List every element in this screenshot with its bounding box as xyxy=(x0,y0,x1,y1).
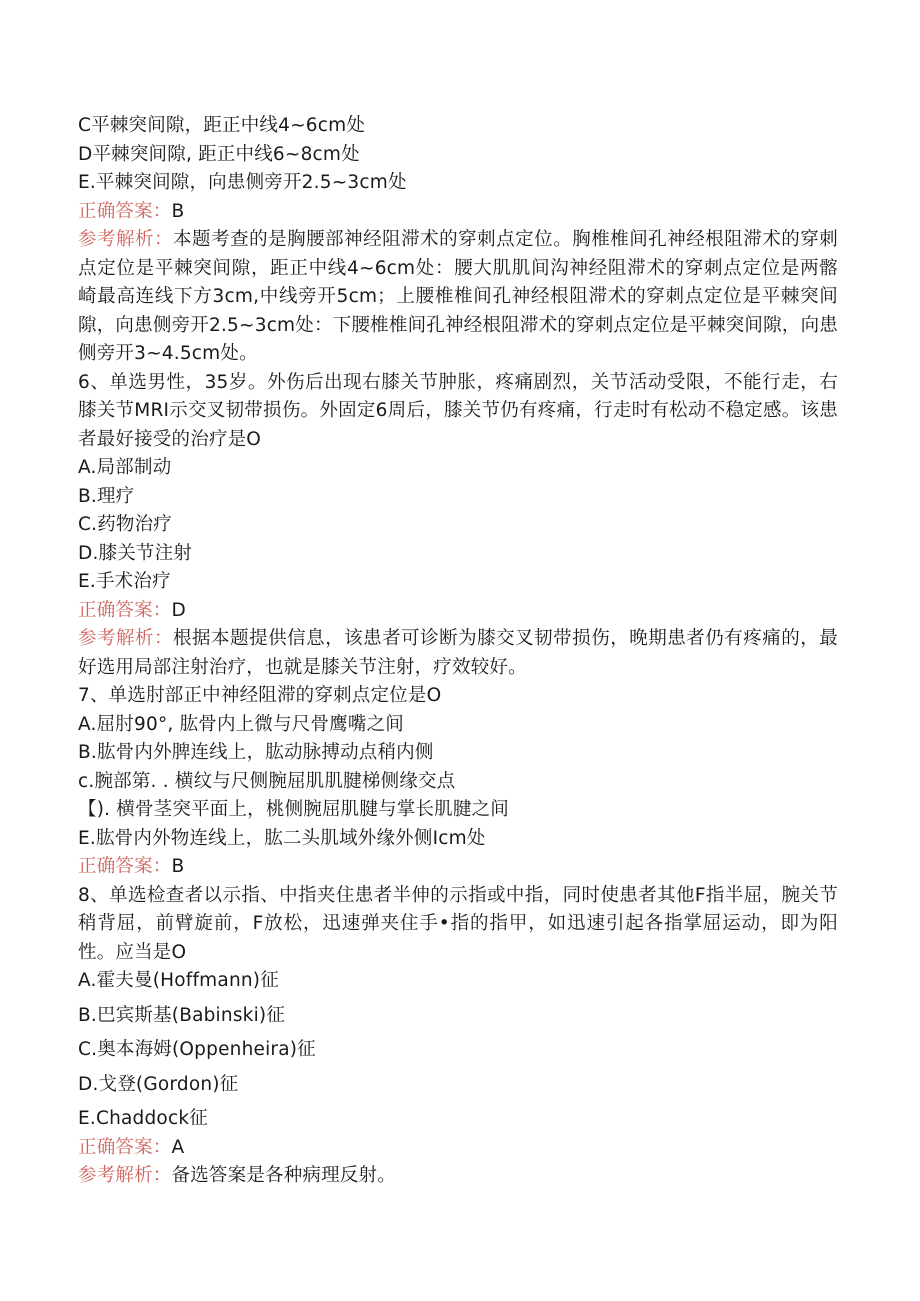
question-8-block xyxy=(78,882,838,1191)
option-b: B.肱骨内外脾连线上，肱动脉搏动点稍内侧 xyxy=(78,742,434,763)
analysis xyxy=(78,1162,838,1191)
option-a: A.局部制动 xyxy=(78,457,172,478)
option-c: C平棘突间隙，距正中线4~6cm处 xyxy=(78,115,366,136)
answer-value: A xyxy=(171,1136,185,1158)
option-b: B.巴宾斯基(Babinski)征 xyxy=(78,1004,286,1026)
option-d: D.戈登(Gordon)征 xyxy=(78,1073,239,1095)
correct-answer xyxy=(78,597,838,626)
option-e: E.手术治疗 xyxy=(78,571,171,592)
option-a: A.霍夫曼(Hoffmann)征 xyxy=(78,970,279,991)
question-stem: 7、单选肘部正中神经阻滞的穿刺点定位是O xyxy=(78,685,442,706)
analysis-text: 备选答案是各种病理反射。 xyxy=(171,1165,396,1186)
document-page xyxy=(78,112,838,1191)
option-b: B.理疗 xyxy=(78,485,135,507)
option-e: E.Chaddock征 xyxy=(78,1108,208,1129)
analysis xyxy=(78,625,838,682)
analysis-label: 参考解析： xyxy=(78,229,174,250)
analysis-text: 根据本题提供信息，该患者可诊断为膝交叉韧带损伤，晚期患者仍有疼痛的，最好选用局部注射治疗，也就是膝关节注射，疗效较好。 xyxy=(78,628,838,678)
answer-value: B xyxy=(171,856,185,877)
answer-label: 正确答案： xyxy=(78,200,172,222)
option-a: A.屈肘90°, 肱骨内上微与尺骨鹰嘴之间 xyxy=(78,713,404,735)
option-d: D.膝关节注射 xyxy=(78,542,193,564)
question-5-block xyxy=(78,112,838,369)
answer-value: B xyxy=(171,200,185,222)
question-stem: 8、单选检查者以示指、中指夹住患者半伸的示指或中指，同时使患者其他F指半屈，腕关节稍背屈，前臂旋前，F放松，迅速弹夹住手•指的指甲，如迅速引起各指掌屈运动，即为阳性。应当是O xyxy=(78,884,838,963)
question-6-block xyxy=(78,369,838,683)
option-d: 【). 横骨茎突平面上，桃侧腕屈肌腱与掌长肌腱之间 xyxy=(78,799,509,820)
analysis-label: 参考解析： xyxy=(78,628,174,649)
answer-label: 正确答案： xyxy=(78,599,172,621)
option-c: c.腕部第. . 横纹与尺侧腕屈肌肌腱梯侧缘交点 xyxy=(78,770,456,792)
question-7-block xyxy=(78,682,838,882)
analysis-text: 本题考查的是胸腰部神经阻滞术的穿刺点定位。胸椎椎间孔神经根阻滞术的穿刺点定位是平棘突间隙，距正中线4~6cm处：腰大肌肌间沟神经阻滞术的穿刺点定位是两髂崎最高连线下方3cm,中线旁开5cm；上腰椎椎间孔神经根阻滞术的穿刺点定位是平棘突间隙，向患侧旁开2.5~3cm处：下腰椎椎间孔神经根阻滞术的穿刺点定位是平棘突间隙，向患侧旁开3~4.5cm处。 xyxy=(78,229,838,364)
answer-label: 正确答案： xyxy=(78,856,172,877)
analysis xyxy=(78,226,838,369)
option-c: C.药物治疗 xyxy=(78,514,172,535)
correct-answer xyxy=(78,198,838,227)
answer-label: 正确答案： xyxy=(78,1136,172,1158)
option-e: E.平棘突间隙，向患侧旁开2.5~3cm处 xyxy=(78,172,407,193)
correct-answer xyxy=(78,853,838,882)
question-stem: 6、单选男性，35岁。外伤后出现右膝关节肿胀，疼痛剧烈，关节活动受限，不能行走，右膝关节MRI示交叉韧带损伤。外固定6周后，膝关节仍有疼痛，行走时有松动不稳定感。该患者最好接受的治疗是O xyxy=(78,371,838,450)
answer-value: D xyxy=(171,599,186,621)
option-e: E.肱骨内外物连线上，肱二头肌域外缘外侧Icm处 xyxy=(78,827,486,849)
correct-answer xyxy=(78,1134,838,1163)
option-c: C.奥本海姆(Oppenheira)征 xyxy=(78,1039,316,1060)
analysis-label: 参考解析： xyxy=(78,1165,172,1186)
option-d: D平棘突间隙, 距正中线6~8cm处 xyxy=(78,143,360,165)
